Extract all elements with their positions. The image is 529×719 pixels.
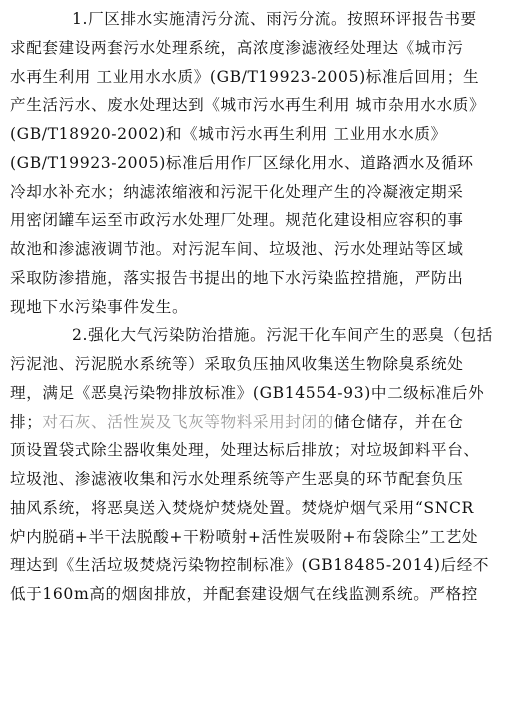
text-line: 求配套建设两套污水处理系统，高浓度渗滤液经处理达《城市污 [10,38,464,57]
text-line: 1.厂区排水实施清污分流、雨污分流。按照环评报告书要 [72,10,477,28]
paragraph-2 [10,321,519,609]
text-line: 2.强化大气污染防治措施。污泥干化车间产生的恶臭（包括 [72,326,493,345]
text-line: 水再生利用 工业用水水质》(GB/T19923-2005)标准后回用；生 [10,67,480,86]
text-line: 低于160m高的烟囱排放，并配套建设烟气在线监测系统。严格控 [10,585,478,603]
text-line: (GB/T18920-2002)和《城市污水再生利用 工业用水水质》 [10,125,447,143]
text-line: 产生活污水、废水处理达到《城市污水再生利用 城市杂用水水质》 [10,96,486,115]
document-body [10,5,519,609]
text-line: 顶设置袋式除尘器收集处理，处理达标后排放；对垃圾卸料平台、 [10,441,480,460]
text-line: 理，满足《恶臭污染物排放标准》(GB14554-93)中二级标准后外 [10,383,485,402]
faint-text-segment: 对石灰、活性炭及飞灰等物料采用封闭的 [42,412,334,431]
text-line: 冷却水补充水；纳滤浓缩液和污泥干化处理产生的冷凝液定期采 [10,182,464,201]
text-line: 抽风系统，将恶臭送入焚烧炉焚烧处置。焚烧炉烟气采用“SNCR [10,498,474,517]
text-line: 现地下水污染事件发生。 [10,297,189,316]
text-segment: 储仓储存，并在仓 [333,412,464,431]
text-line: 故池和渗滤液调节池。对污泥车间、垃圾池、污水处理站等区域 [10,240,464,258]
text-line: 炉内脱硝+半干法脱酸+干粉喷射+活性炭吸附+布袋除尘”工艺处 [10,527,479,546]
text-segment: 排； [10,412,43,431]
text-line: 垃圾池、渗滤液收集和污水处理系统等产生恶臭的环节配套负压 [10,470,464,488]
text-line: 采取防渗措施，落实报告书提出的地下水污染监控措施，严防出 [10,268,464,287]
text-line: 污泥池、污泥脱水系统等）采取负压抽风收集送生物除臭系统处 [10,355,464,373]
text-line: 理达到《生活垃圾焚烧污染物控制标准》(GB18485-2014)后经不 [10,556,490,575]
text-line-mixed [10,408,519,437]
text-line: (GB/T19923-2005)标准后用作厂区绿化用水、道路洒水及循环 [10,153,474,172]
paragraph-1 [10,5,519,321]
text-line: 用密闭罐车运至市政污水处理厂处理。规范化建设相应容积的事 [10,211,464,230]
